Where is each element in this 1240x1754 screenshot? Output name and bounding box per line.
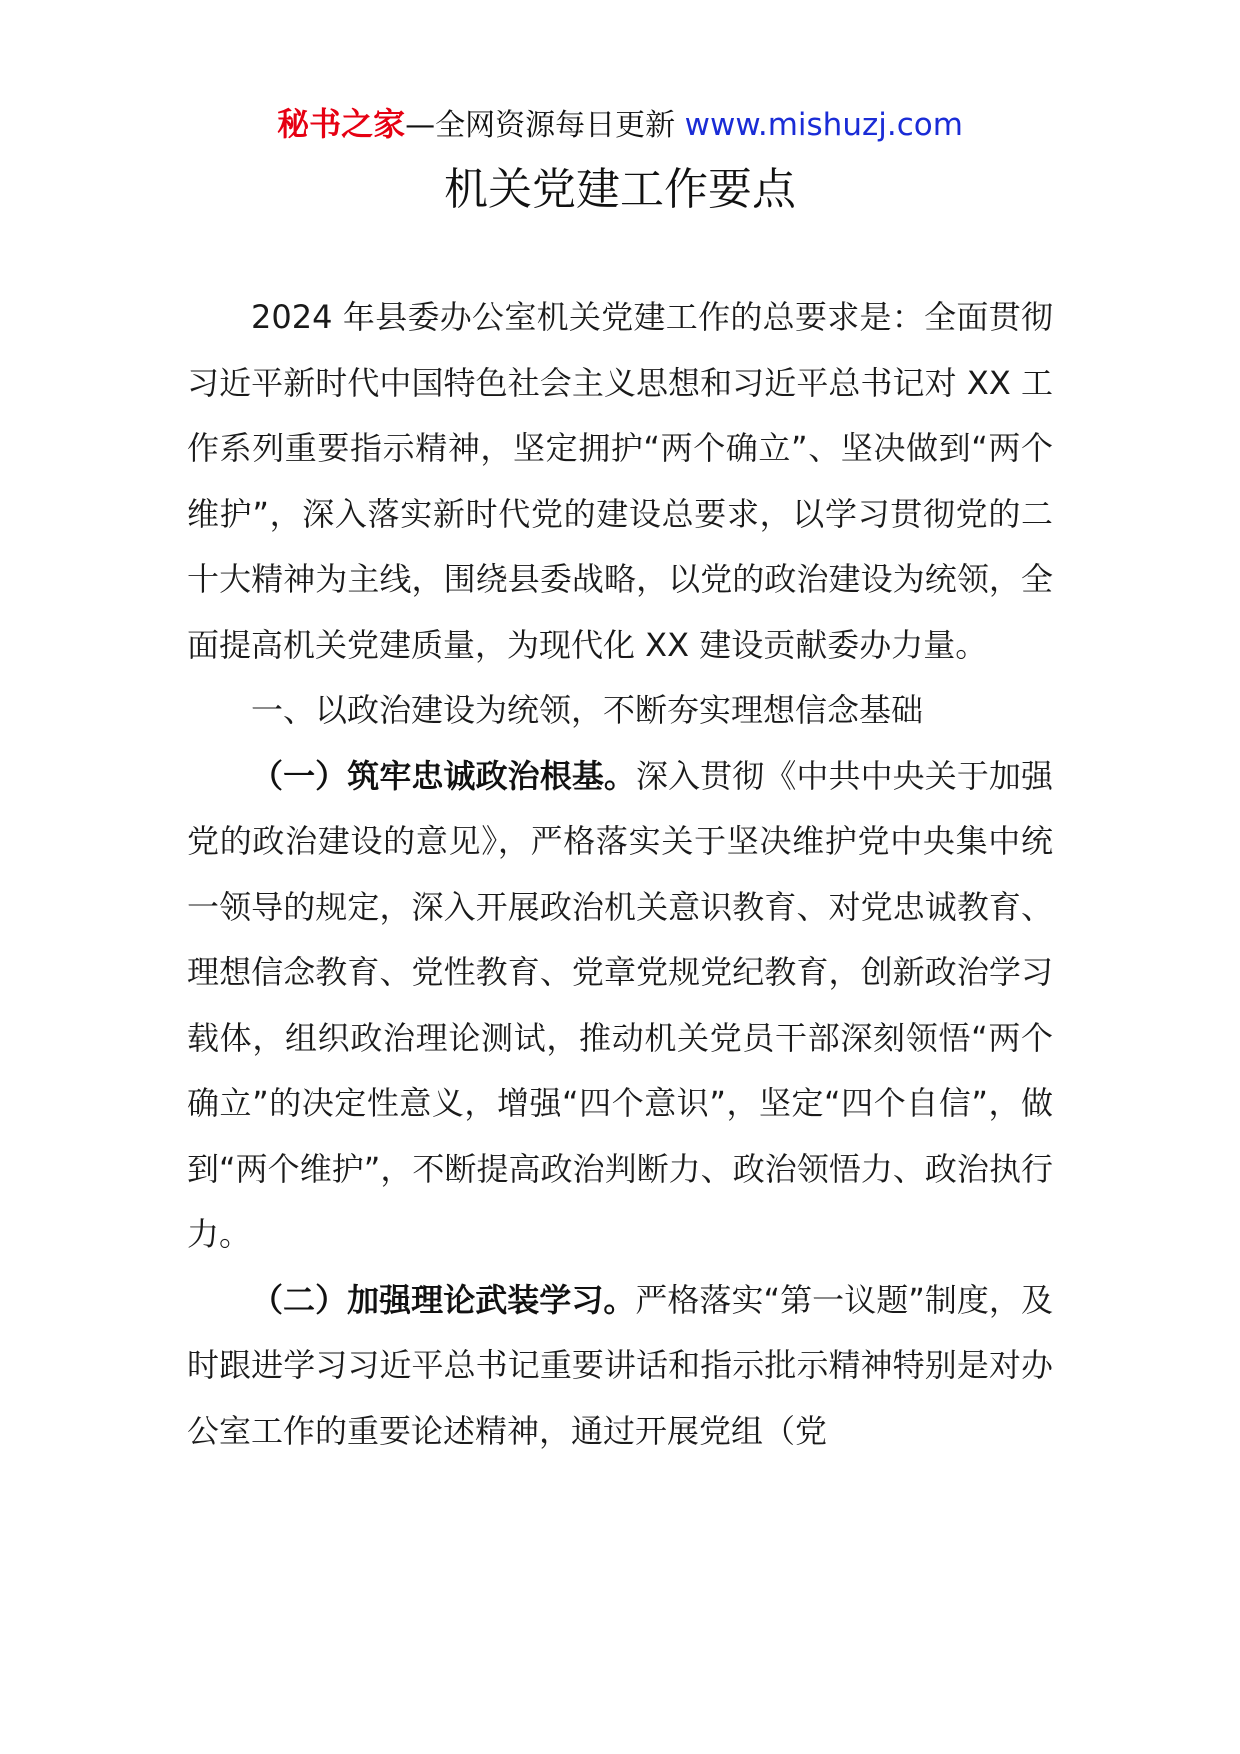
- item-text-1: 深入贯彻《中共中央关于加强党的政治建设的意见》，严格落实关于坚决维护党中央集中统一领导的规定，深入开展政治机关意识教育、对党忠诚教育、理想信念教育、党性教育、党章党规党纪教育，创新政治学习载体，组织政治理论测试，推动机关党员干部深刻领悟“两个确立”的决定性意义，增强“四个意识”，坚定“四个自信”，做到“两个维护”，不断提高政治判断力、政治领悟力、政治执行力。: [187, 756, 1053, 1253]
- brand-name: 秘书之家: [277, 105, 406, 143]
- header-tagline: —全网资源每日更新: [405, 108, 685, 143]
- document-title: 机关党建工作要点: [444, 164, 796, 215]
- item-paragraph-2: [187, 1268, 1053, 1465]
- item-text-2: 严格落实“第一议题”制度，及时跟进学习习近平总书记重要讲话和指示批示精神特别是对办公室工作的重要论述精神，通过开展党组（党: [187, 1280, 1053, 1450]
- item-paragraph-1: [187, 744, 1053, 1268]
- document-body: [187, 285, 1053, 1464]
- item-lead-1: （一）筑牢忠诚政治根基。: [251, 756, 636, 795]
- page-header: [0, 104, 1240, 146]
- site-url[interactable]: www.mishuzj.com: [684, 107, 963, 143]
- item-lead-2: （二）加强理论武装学习。: [251, 1280, 636, 1319]
- section-heading: 一、以政治建设为统领，不断夯实理想信念基础: [251, 691, 924, 729]
- intro-paragraph: 2024 年县委办公室机关党建工作的总要求是：全面贯彻习近平新时代中国特色社会主义思想和习近平总书记对 XX 工作系列重要指示精神，坚定拥护“两个确立”、坚决做到“两个维护”，深入落实新时代党的建设总要求，以学习贯彻党的二十大精神为主线，围绕县委战略，以党的政治建设为统领，全面提高机关党建质量，为现代化 XX 建设贡献委办力量。: [187, 298, 1053, 664]
